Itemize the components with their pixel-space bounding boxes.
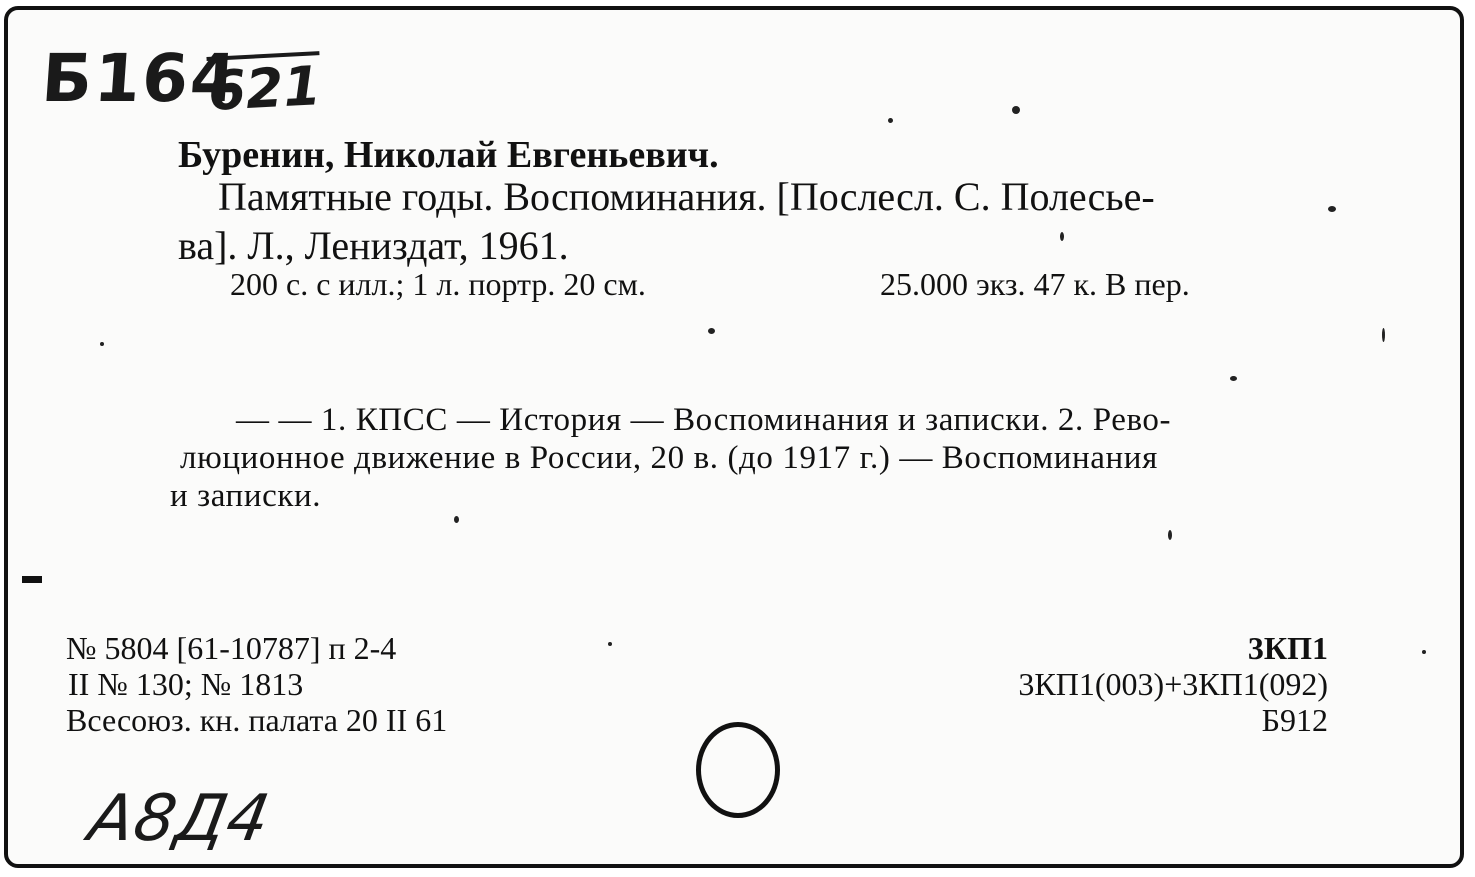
- physical-description: 200 с. с илл.; 1 л. портр. 20 см.: [230, 266, 646, 302]
- scan-speck: [1382, 328, 1385, 342]
- inventory-number: A8Д4: [83, 782, 276, 856]
- author-sign: Б912: [1261, 702, 1328, 738]
- registry-number: № 5804 [61-10787] п 2-4: [66, 630, 397, 666]
- author-heading: Буренин, Николай Евгеньевич.: [178, 134, 719, 176]
- scan-speck: [1422, 650, 1426, 654]
- scan-speck: [454, 516, 459, 523]
- shelfmark-sub: 621: [206, 51, 322, 119]
- scan-speck: [888, 118, 893, 123]
- edition-price: 25.000 экз. 47 к. В пер.: [880, 266, 1190, 302]
- scan-speck: [1328, 206, 1336, 212]
- scan-speck: [608, 642, 612, 646]
- title-line-1: Памятные годы. Воспоминания. [Послесл. С. Полесье-: [218, 174, 1155, 219]
- margin-mark: [22, 576, 42, 583]
- scan-speck: [708, 328, 715, 334]
- subject-line-2: люционное движение в России, 20 в. (до 1917 г.) — Воспоминания: [180, 440, 1158, 476]
- scan-speck: [1012, 106, 1020, 114]
- chamber-imprint: Всесоюз. кн. палата 20 II 61: [66, 702, 448, 738]
- scan-speck: [1060, 232, 1064, 241]
- scan-speck: [1168, 530, 1172, 540]
- registry-numbers-2: II № 130; № 1813: [68, 666, 304, 702]
- title-line-2: ва]. Л., Лениздат, 1961.: [178, 223, 569, 268]
- shelfmark-main: Б164: [39, 40, 241, 117]
- scan-speck: [1230, 376, 1237, 381]
- catalog-card: [4, 6, 1464, 868]
- subject-line-3: и записки.: [170, 478, 322, 514]
- classification-secondary: 3КП1(003)+3КП1(092): [1018, 666, 1328, 702]
- subject-line-1: — — 1. КПСС — История — Воспоминания и записки. 2. Рево-: [236, 402, 1172, 438]
- card-punch-hole: [696, 722, 780, 818]
- classification-primary: 3КП1: [1247, 630, 1328, 666]
- scan-speck: [100, 342, 104, 346]
